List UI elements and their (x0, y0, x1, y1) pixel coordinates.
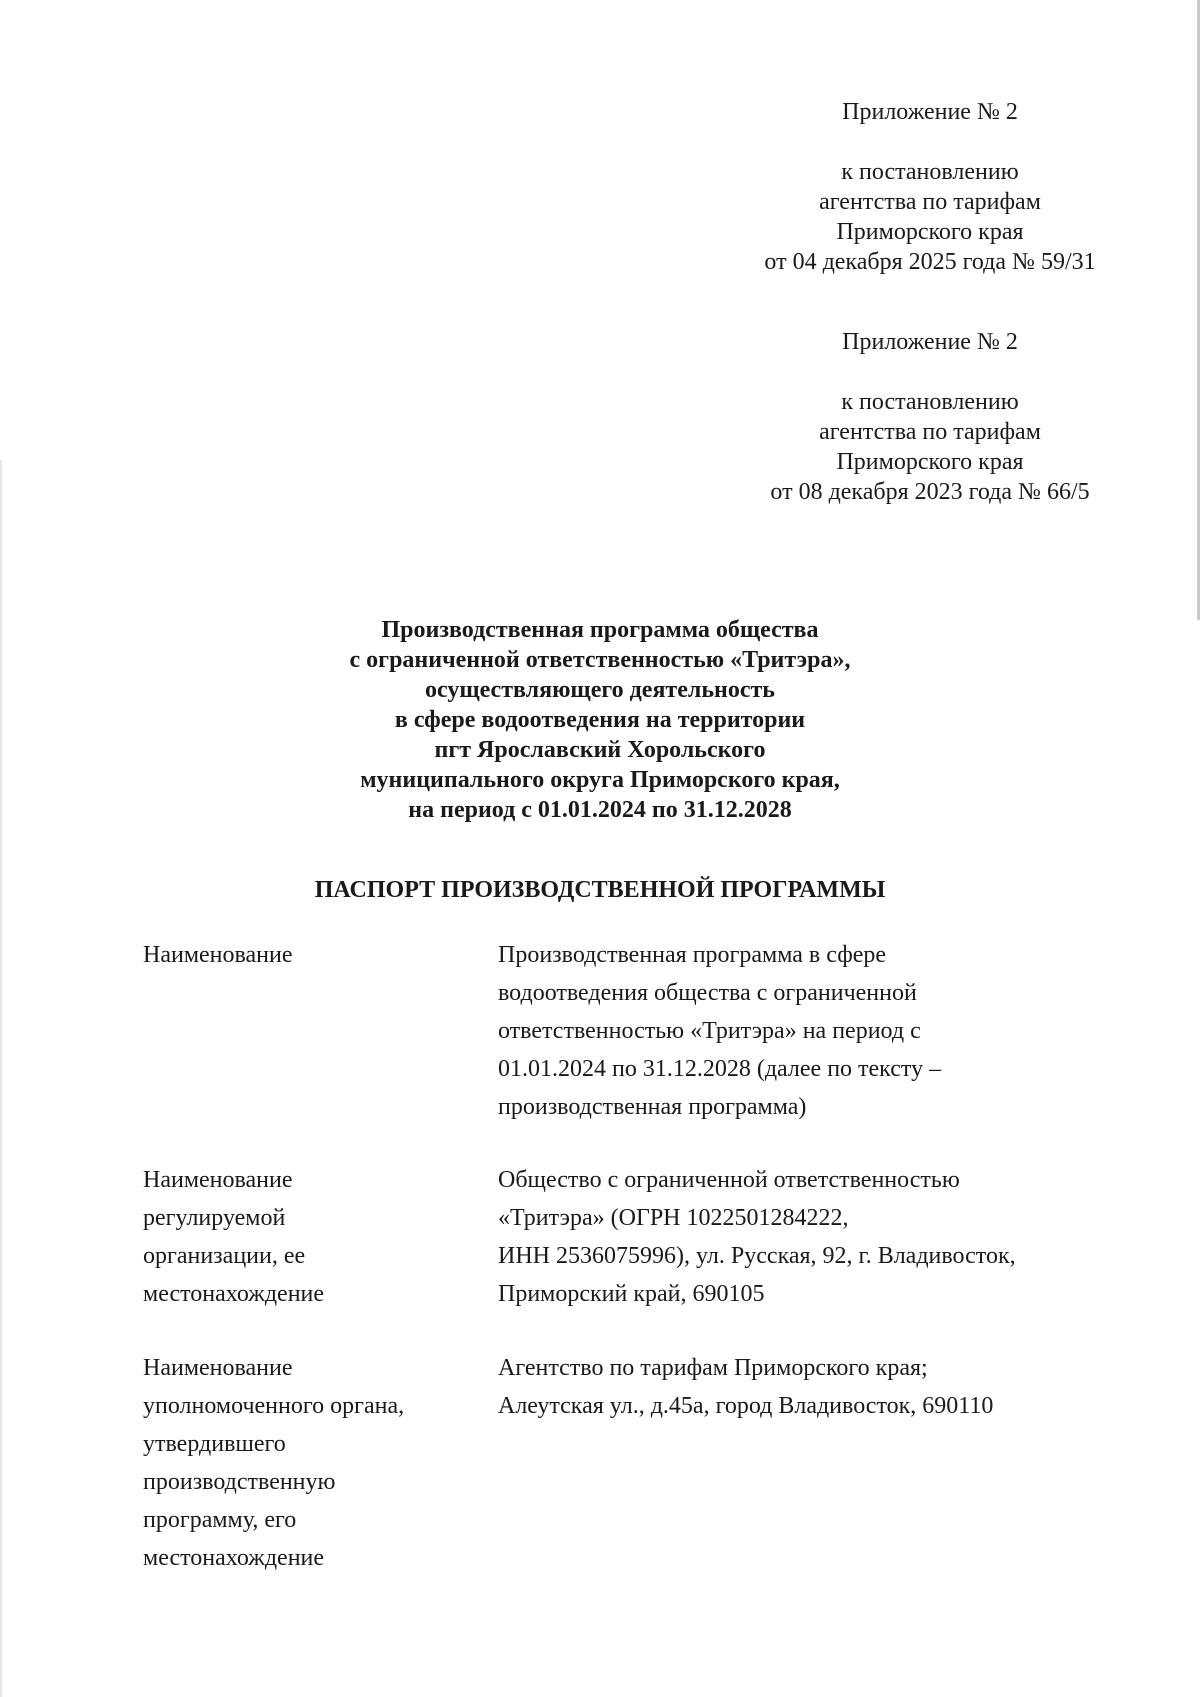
value-line: ответственностью «Тритэра» на период с (498, 1018, 921, 1044)
value-line: «Тритэра» (ОГРН 1022501284222, (498, 1205, 849, 1231)
program-title-line: на период с 01.01.2024 по 31.12.2028 (408, 797, 792, 823)
program-title-line: муниципального округа Приморского края, (360, 767, 840, 793)
annex-title: Приложение № 2 (842, 329, 1018, 355)
program-title (250, 615, 950, 825)
label-line: Наименование (143, 1167, 293, 1193)
label-line: регулируемой (143, 1205, 286, 1231)
program-title-line: осуществляющего деятельность (425, 677, 775, 703)
annex-line: агентства по тарифам (819, 189, 1041, 215)
passport-row-name-label (143, 936, 473, 974)
annex-decree-date: от 04 декабря 2025 года № 59/31 (764, 249, 1096, 275)
value-line: производственная программа) (498, 1094, 807, 1120)
value-line: ИНН 2536075996), ул. Русская, 92, г. Владивосток, (498, 1243, 1016, 1269)
program-title-line: с ограниченной ответственностью «Тритэра», (349, 647, 851, 673)
label-line: местонахождение (143, 1281, 325, 1307)
annex-line: агентства по тарифам (819, 419, 1041, 445)
annex-current-block (700, 97, 1160, 277)
passport-row-organization-label (143, 1161, 473, 1313)
value-line: Агентство по тарифам Приморского края; (498, 1355, 928, 1381)
passport-row-authority-value (498, 1349, 1138, 1425)
program-title-line: в сфере водоотведения на территории (394, 707, 806, 733)
value-line: 01.01.2024 по 31.12.2028 (далее по тексту – (498, 1056, 942, 1082)
annex-decree-date: от 08 декабря 2023 года № 66/5 (770, 479, 1090, 505)
scan-edge-left (0, 460, 2, 1697)
annex-line: Приморского края (836, 219, 1024, 245)
value-line: Алеутская ул., д.45а, город Владивосток, 690110 (498, 1393, 994, 1419)
annex-line: Приморского края (836, 449, 1024, 475)
label-line: утвердившего (143, 1431, 286, 1457)
annex-title: Приложение № 2 (842, 99, 1018, 125)
value-line: Общество с ограниченной ответственностью (498, 1167, 960, 1193)
annex-line: к постановлению (841, 389, 1019, 415)
program-title-line: Производственная программа общества (381, 617, 819, 643)
annex-line: к постановлению (841, 159, 1019, 185)
passport-row-name-value (498, 936, 1138, 1126)
annex-original-block (700, 327, 1160, 507)
label-line: местонахождение (143, 1545, 325, 1571)
program-title-line: пгт Ярославский Хорольского (434, 737, 766, 763)
value-line: Приморский край, 690105 (498, 1281, 765, 1307)
label-line: программу, его (143, 1507, 297, 1533)
passport-heading: ПАСПОРТ ПРОИЗВОДСТВЕННОЙ ПРОГРАММЫ (314, 877, 886, 903)
label-line: уполномоченного органа, (143, 1393, 405, 1419)
label-line: организации, ее (143, 1243, 306, 1269)
label-line: производственную (143, 1469, 336, 1495)
value-line: Производственная программа в сфере (498, 942, 887, 968)
value-line: водоотведения общества с ограниченной (498, 980, 917, 1006)
label-line: Наименование (143, 1355, 293, 1381)
passport-row-organization-value (498, 1161, 1138, 1313)
label-line: Наименование (143, 942, 293, 968)
passport-row-authority-label (143, 1349, 473, 1577)
